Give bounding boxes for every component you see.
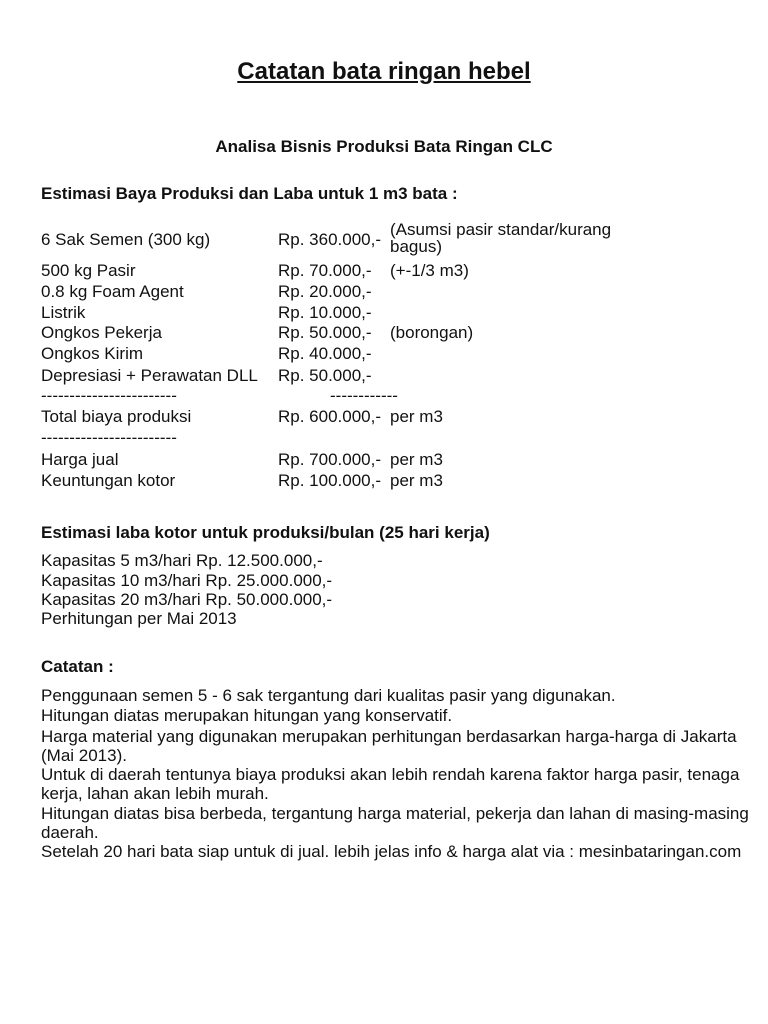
cost-row-price: Rp. 360.000,-: [278, 230, 382, 249]
cost-row-label: Ongkos Kirim: [41, 344, 144, 363]
cost-row-label: 500 kg Pasir: [41, 261, 136, 280]
cost-section-heading: Estimasi Baya Produksi dan Laba untuk 1 m3 bata :: [41, 184, 458, 203]
cost-row-price: Rp. 10.000,-: [278, 303, 372, 322]
profit-price: Rp. 100.000,-: [278, 471, 382, 490]
document-subtitle: Analisa Bisnis Produksi Bata Ringan CLC: [215, 137, 553, 156]
note-paragraph: Penggunaan semen 5 - 6 sak tergantung dari kualitas pasir yang digunakan.: [41, 686, 616, 705]
cost-row-label: Ongkos Pekerja: [41, 323, 162, 342]
profit-label: Keuntungan kotor: [41, 471, 176, 490]
separator-left: ------------------------: [41, 386, 177, 405]
cost-row-note: (Asumsi pasir standar/kurang bagus): [390, 220, 612, 256]
cost-row-price: Rp. 50.000,-: [278, 366, 372, 385]
monthly-line: Perhitungan per Mai 2013: [41, 609, 237, 628]
cost-row-note: (borongan): [390, 323, 474, 342]
monthly-line: Kapasitas 10 m3/hari Rp. 25.000.000,-: [41, 571, 333, 590]
cost-row-label: 6 Sak Semen (300 kg): [41, 230, 211, 249]
separator-right: ------------: [330, 386, 398, 405]
cost-row-price: Rp. 20.000,-: [278, 282, 372, 301]
total-price: Rp. 600.000,-: [278, 407, 382, 426]
cost-row-label: 0.8 kg Foam Agent: [41, 282, 184, 301]
cost-row-note: (+-1/3 m3): [390, 261, 469, 280]
sell-label: Harga jual: [41, 450, 119, 469]
cost-row-label: Depresiasi + Perawatan DLL: [41, 366, 258, 385]
total-note: per m3: [390, 407, 443, 426]
cost-row-price: Rp. 70.000,-: [278, 261, 372, 280]
monthly-section-heading: Estimasi laba kotor untuk produksi/bulan (25 hari kerja): [41, 523, 490, 542]
monthly-line: Kapasitas 20 m3/hari Rp. 50.000.000,-: [41, 590, 333, 609]
note-paragraph: Harga material yang digunakan merupakan perhitungan berdasarkan harga-harga di Jakarta (Mai 2013).: [41, 727, 737, 765]
cost-row-price: Rp. 50.000,-: [278, 323, 372, 342]
sell-note: per m3: [390, 450, 443, 469]
document-title: Catatan bata ringan hebel: [237, 58, 531, 85]
profit-note: per m3: [390, 471, 443, 490]
note-paragraph: Hitungan diatas merupakan hitungan yang konservatif.: [41, 706, 453, 725]
note-paragraph: Hitungan diatas bisa berbeda, tergantung harga material, pekerja dan lahan di masing-masing daerah.: [41, 804, 749, 842]
note-paragraph: Setelah 20 hari bata siap untuk di jual. lebih jelas info & harga alat via : mesinbataringan.com: [41, 842, 742, 861]
cost-row-label: Listrik: [41, 303, 86, 322]
notes-section-heading: Catatan :: [41, 657, 114, 676]
separator-left-2: ------------------------: [41, 428, 177, 447]
cost-row-price: Rp. 40.000,-: [278, 344, 372, 363]
note-paragraph: Untuk di daerah tentunya biaya produksi akan lebih rendah karena faktor harga pasir, tenaga kerja, lahan akan lebih murah.: [41, 765, 740, 803]
total-label: Total biaya produksi: [41, 407, 192, 426]
monthly-line: Kapasitas 5 m3/hari Rp. 12.500.000,-: [41, 551, 323, 570]
sell-price: Rp. 700.000,-: [278, 450, 382, 469]
